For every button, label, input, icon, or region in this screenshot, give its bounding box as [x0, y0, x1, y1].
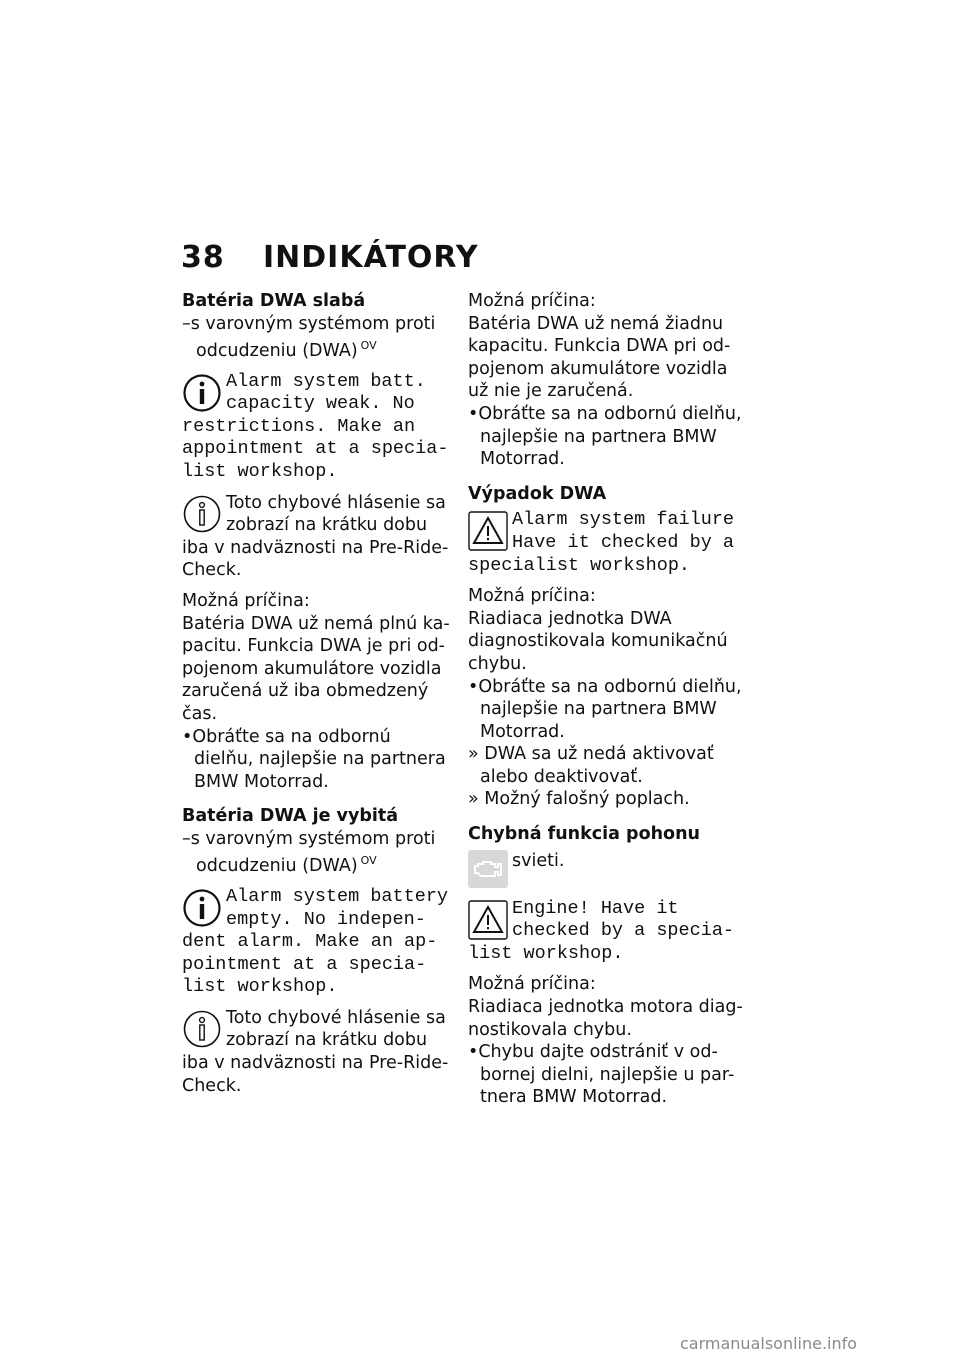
cause-label: Možná príčina: — [182, 590, 310, 611]
cause-label: Možná príčina: — [468, 291, 596, 311]
message-engine: Engine! Have it checked by a specia- list workshop. — [468, 897, 735, 964]
result-item: » DWA sa už nedá aktivovať alebo deaktivovať. — [468, 744, 714, 787]
cause-text: Riadiaca jednotka DWA diagnostikovala komunikačnú chybu. — [468, 608, 728, 674]
info-i-icon — [182, 888, 222, 928]
right-column — [468, 290, 743, 1109]
engine-icon — [468, 850, 508, 888]
action-bullet: •Obráťte sa na odbornú dielňu, najlepšie na partnera BMW Motorrad. — [468, 676, 742, 742]
warning-triangle-icon — [468, 900, 508, 940]
page-header — [181, 240, 479, 275]
page-title: INDIKÁTORY — [263, 240, 479, 275]
info-i-icon — [182, 373, 222, 413]
dwa-condition: –s varovným systémom proti odcudzeniu (DWA) $^{OV}$ — [182, 828, 436, 877]
dwa-condition: –s varovným systémom proti odcudzeniu (DWA) $^{OV}$ — [182, 313, 436, 362]
message-dwa-failure: Alarm system failure Have it checked by a specialist workshop. — [468, 509, 735, 576]
section-title-battery-empty: Batéria DWA je vybitá — [182, 806, 399, 827]
message-battery-weak: Alarm system batt. capacity weak. No restrictions. Make an appointment at a specia-list workshop. — [182, 370, 449, 482]
page-number: 38 — [181, 240, 225, 275]
cause-text: Batéria DWA už nemá plnú ka-pacitu. Funkcia DWA je pri od-pojenom akumulátore vozidla zaručená už iba obmedzený čas. — [182, 613, 450, 724]
option-sup: OV — [360, 339, 377, 353]
info-outline-icon — [182, 494, 222, 534]
action-bullet: •Obráťte sa na odbornú dielňu, najlepšie na partnera BMW Motorrad. — [182, 726, 446, 792]
info-note-battery-weak: Toto chybové hlásenie sa zobrazí na krátku dobu iba v nadväznosti na Pre-Ride-Check. — [182, 492, 449, 581]
engine-indicator-row — [468, 850, 743, 888]
watermark: carmanualsonline.info — [680, 1334, 858, 1353]
info-outline-icon — [182, 1009, 222, 1049]
section-title-dwa-failure: Výpadok DWA — [468, 483, 607, 504]
cause-text: Riadiaca jednotka motora diag-nostikovala chybu. — [468, 997, 743, 1040]
cause-label: Možná príčina: — [468, 586, 596, 607]
cause-text: Batéria DWA už nemá žiadnu kapacitu. Funkcia DWA pri od-pojenom akumulátore vozidla už nie je zaručená. — [468, 313, 731, 402]
option-sup: OV — [360, 854, 377, 868]
message-battery-empty: Alarm system battery empty. No indepen- dent alarm. Make an ap-pointment at a specia-list workshop. — [182, 885, 449, 998]
result-item: » Možný falošný poplach. — [468, 789, 690, 810]
left-column — [182, 290, 452, 1097]
action-bullet: •Obráťte sa na odbornú dielňu, najlepšie na partnera BMW Motorrad. — [468, 403, 742, 470]
section-title-battery-weak: Batéria DWA slabá — [182, 291, 366, 311]
action-bullet: •Chybu dajte odstrániť v od-bornej dielni, najlepšie u par-tnera BMW Motorrad. — [468, 1042, 735, 1108]
cause-label: Možná príčina: — [468, 974, 596, 995]
info-note-battery-empty: Toto chybové hlásenie sa zobrazí na krátku dobu iba v nadväznosti na Pre-Ride-Check. — [182, 1007, 449, 1096]
svieti-text: svieti. — [512, 850, 565, 871]
section-title-drive-malfunction: Chybná funkcia pohonu — [468, 824, 700, 845]
warning-triangle-icon — [468, 511, 508, 551]
